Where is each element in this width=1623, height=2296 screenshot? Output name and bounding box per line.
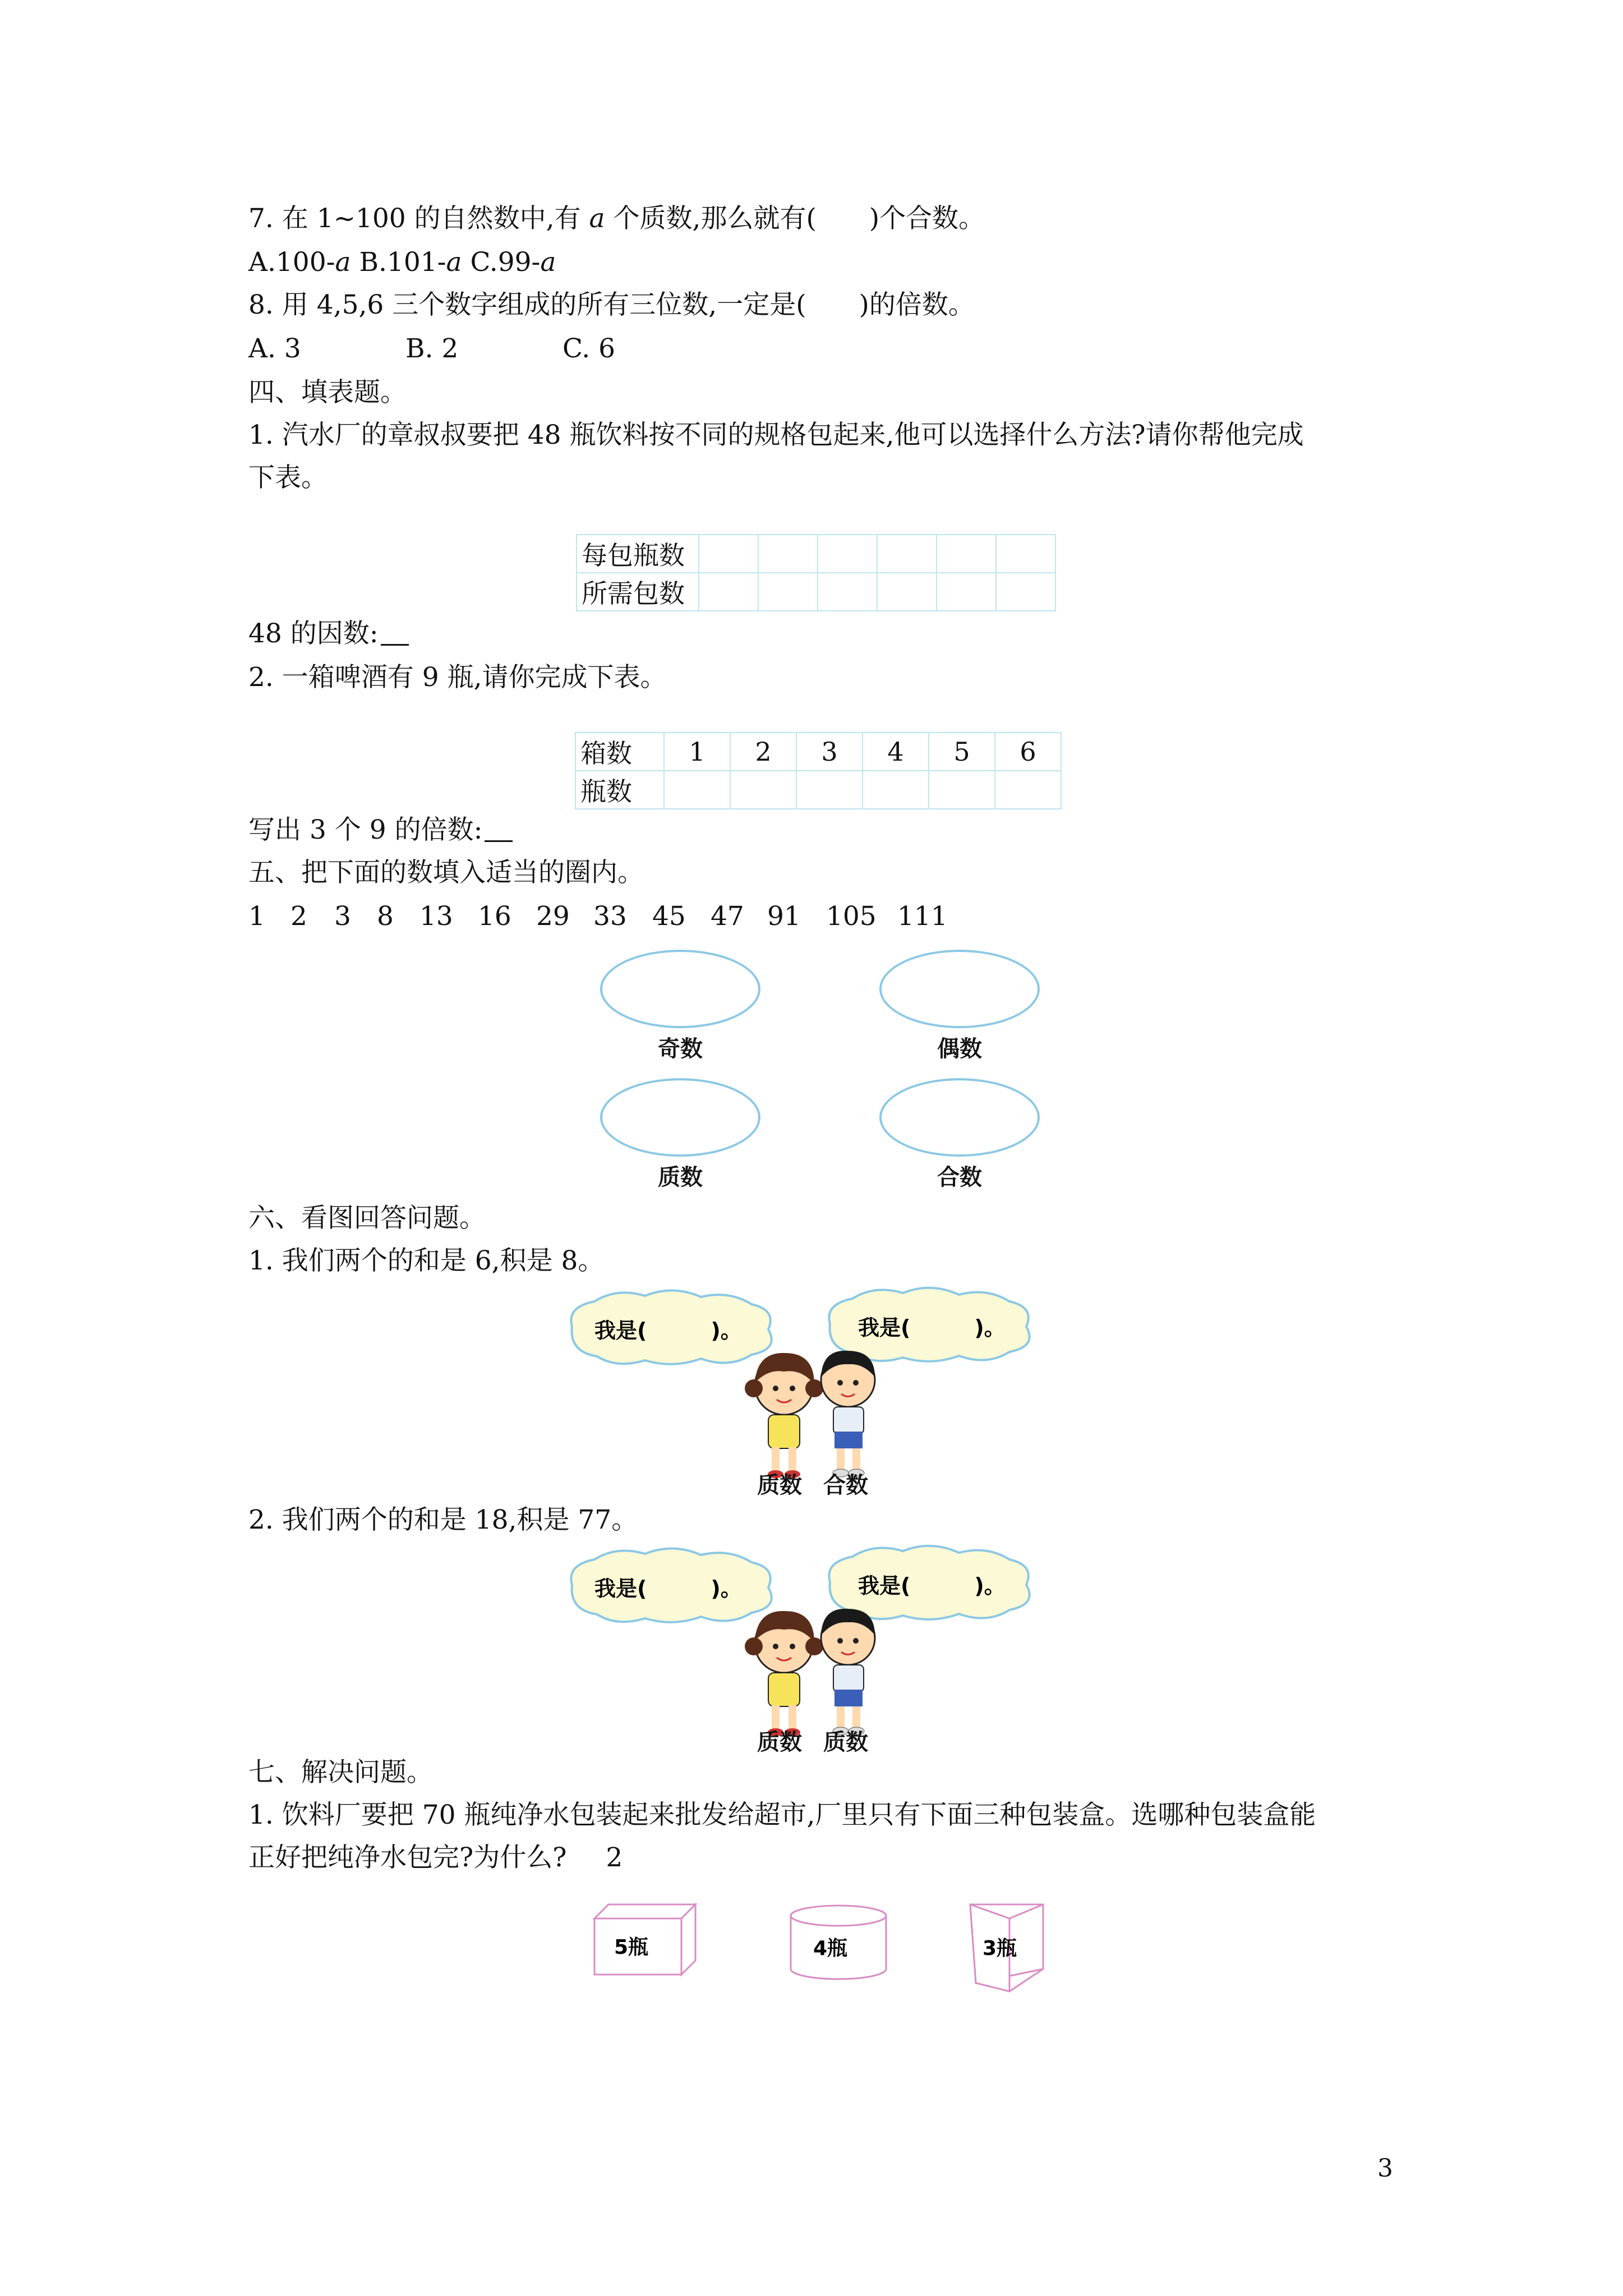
- table-row: [577, 535, 1055, 573]
- boy-icon: [821, 1351, 875, 1477]
- table-cell: 5: [929, 733, 995, 771]
- number-item: 1: [248, 901, 265, 932]
- s6q1-line: 1. 我们两个的和是 6,积是 8。: [248, 1245, 605, 1276]
- bubble-left-text: 我是( )。: [594, 1576, 742, 1601]
- q8-option-a: A. 3: [248, 333, 301, 364]
- number-item: 3: [334, 901, 351, 932]
- table-cell[interactable]: [818, 535, 877, 573]
- table-cell: 6: [995, 733, 1061, 771]
- q7-options: A.100-a B.101-a C.99-a: [248, 247, 556, 278]
- s4q1-line1: 1. 汽水厂的章叔叔要把 48 瓶饮料按不同的规格包起来,他可以选择什么方法?请你帮他完成: [248, 420, 1304, 450]
- table-cell[interactable]: [996, 535, 1055, 573]
- table-cell[interactable]: [877, 535, 937, 573]
- number-item: 47: [711, 901, 744, 932]
- table-cell: 4: [863, 733, 929, 771]
- table-cell[interactable]: [937, 573, 996, 611]
- s4q2-line: 2. 一箱啤酒有 9 瓶,请你完成下表。: [248, 662, 667, 693]
- number-item: 2: [291, 901, 307, 932]
- table-row: [575, 733, 1061, 771]
- prime-circle[interactable]: [600, 1078, 760, 1157]
- table-cell[interactable]: [664, 771, 730, 809]
- table-row: [577, 573, 1055, 611]
- kid-label-right: 质数: [823, 1729, 868, 1755]
- bubble-left-text: 我是( )。: [594, 1318, 742, 1343]
- number-item: 111: [897, 901, 948, 932]
- girl-icon: [745, 1353, 823, 1478]
- s4q1-line2: 下表。: [248, 462, 328, 493]
- q8-line: 8. 用 4,5,6 三个数字组成的所有三位数,一定是( )的倍数。: [248, 289, 975, 320]
- table-cell[interactable]: [863, 771, 929, 809]
- kid-label-left: 质数: [757, 1729, 802, 1755]
- table-cell[interactable]: [877, 573, 937, 611]
- q8-option-c: C. 6: [562, 333, 616, 364]
- factor-prompt: 48 的因数:: [248, 617, 409, 651]
- row-label: 箱数: [575, 733, 664, 771]
- answer-blank[interactable]: [485, 818, 513, 842]
- s7q1-line2: 正好把纯净水包完?为什么? 2: [248, 1842, 623, 1873]
- table-cell[interactable]: [699, 535, 758, 573]
- row-label: 所需包数: [577, 573, 699, 611]
- table-cell[interactable]: [996, 573, 1055, 611]
- q7-line: 7. 在 1~100 的自然数中,有 a 个质数,那么就有( )个合数。: [248, 203, 985, 234]
- odd-circle[interactable]: [600, 950, 760, 1028]
- number-item: 13: [419, 901, 453, 932]
- odd-label: 奇数: [658, 1036, 703, 1062]
- section6-title: 六、看图回答问题。: [248, 1203, 486, 1234]
- multiples-prompt: 写出 3 个 9 的倍数:: [248, 813, 513, 847]
- table-cell: 1: [664, 733, 730, 771]
- page-number: 3: [1377, 2154, 1393, 2183]
- kid-label-left: 质数: [757, 1473, 802, 1498]
- box-label-4: 4瓶: [813, 1937, 848, 1960]
- composite-label: 合数: [937, 1165, 982, 1190]
- table-cell[interactable]: [699, 573, 758, 611]
- number-item: 105: [826, 901, 877, 932]
- q8-option-b: B. 2: [405, 333, 459, 364]
- composite-circle[interactable]: [879, 1078, 1040, 1157]
- q8-options: [248, 332, 616, 366]
- bubble-right-text: 我是( )。: [858, 1573, 1006, 1598]
- prime-label: 质数: [658, 1165, 703, 1190]
- table-cell: 2: [730, 733, 796, 771]
- number-item: 16: [478, 901, 511, 932]
- box-label-5: 5瓶: [614, 1936, 649, 1959]
- answer-blank[interactable]: [381, 622, 409, 646]
- section4-title: 四、填表题。: [248, 377, 407, 408]
- kid-label-right: 合数: [823, 1473, 868, 1498]
- table-row: [575, 771, 1061, 809]
- table-cell[interactable]: [796, 771, 863, 809]
- table-cell[interactable]: [758, 535, 818, 573]
- table-cell[interactable]: [995, 771, 1061, 809]
- s7q1-line1: 1. 饮料厂要把 70 瓶纯净水包装起来批发给超市,厂里只有下面三种包装盒。选哪种包装盒能: [248, 1800, 1316, 1830]
- beer-table: [575, 732, 1062, 809]
- s6q2-line: 2. 我们两个的和是 18,积是 77。: [248, 1504, 638, 1535]
- even-label: 偶数: [937, 1036, 982, 1062]
- table-cell[interactable]: [929, 771, 995, 809]
- row-label: 每包瓶数: [577, 535, 699, 573]
- number-item: 29: [536, 901, 570, 932]
- package-boxes: [583, 1896, 1066, 1997]
- girl-icon: [745, 1611, 823, 1736]
- bubble-right-text: 我是( )。: [858, 1315, 1006, 1340]
- number-item: 8: [377, 901, 394, 932]
- section5-title: 五、把下面的数填入适当的圈内。: [248, 857, 644, 888]
- box-label-3: 3瓶: [983, 1937, 1017, 1960]
- boy-icon: [821, 1609, 875, 1735]
- number-item: 91: [767, 901, 801, 932]
- even-circle[interactable]: [879, 950, 1040, 1028]
- row-label: 瓶数: [575, 771, 664, 809]
- table-cell[interactable]: [730, 771, 796, 809]
- pack-table: [576, 534, 1056, 611]
- table-cell[interactable]: [818, 573, 877, 611]
- table-cell[interactable]: [937, 535, 996, 573]
- table-cell[interactable]: [758, 573, 818, 611]
- table-cell: 3: [796, 733, 863, 771]
- number-item: 45: [652, 901, 686, 932]
- section7-title: 七、解决问题。: [248, 1757, 433, 1788]
- number-item: 33: [593, 901, 627, 932]
